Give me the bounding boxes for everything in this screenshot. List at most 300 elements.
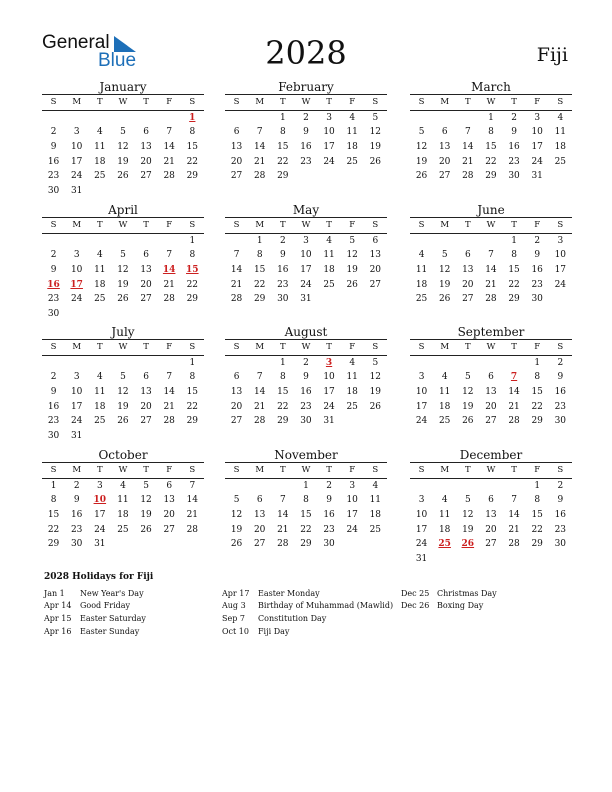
day-cell: 6 [488, 495, 494, 506]
day-cell: 8 [256, 250, 263, 261]
day-cell: 15 [531, 387, 543, 398]
day-cell: 4 [96, 127, 103, 138]
day-cell: 8 [534, 495, 541, 506]
weekday-label: M [255, 342, 265, 353]
day-cell: 8 [189, 372, 196, 383]
day-cell: 21 [163, 279, 175, 290]
day-cell: 27 [230, 171, 243, 182]
month-july [42, 325, 204, 443]
day-cell: 1 [534, 480, 541, 491]
day-cell: 29 [277, 171, 289, 182]
weekday-header [225, 463, 387, 478]
week-row [410, 493, 572, 508]
week-row [410, 385, 572, 400]
month-december [410, 448, 572, 566]
day-cell: 18 [94, 279, 106, 290]
holiday-day: 26 [461, 539, 475, 550]
day-cell: 22 [186, 401, 199, 412]
day-cell: 7 [256, 127, 263, 138]
weekday-label: F [166, 342, 173, 353]
weekday-label: M [440, 220, 450, 231]
week-row [225, 248, 387, 263]
day-cell: 28 [462, 171, 474, 182]
day-cell: 25 [323, 279, 335, 290]
weekday-label: T [96, 220, 103, 231]
day-cell: 13 [369, 250, 382, 261]
day-cell: 25 [94, 171, 106, 182]
day-cell: 16 [47, 156, 60, 167]
month-april [42, 203, 204, 321]
day-cell: 12 [462, 510, 474, 521]
day-cell: 25 [346, 401, 358, 412]
weekday-label: S [372, 342, 379, 353]
day-cell: 11 [346, 372, 358, 383]
day-cell: 10 [531, 127, 543, 138]
weekday-label: T [143, 342, 149, 353]
day-cell: 8 [303, 495, 309, 506]
day-cell: 9 [557, 495, 564, 506]
week-row [42, 307, 204, 322]
day-cell: 6 [143, 250, 149, 261]
day-cell: 22 [186, 279, 199, 290]
day-cell: 5 [120, 250, 126, 261]
weekday-label: S [372, 465, 379, 476]
day-cell: 16 [300, 387, 312, 398]
week-row [42, 385, 204, 400]
weekday-label: M [440, 465, 450, 476]
day-cell: 9 [50, 142, 57, 153]
day-cell: 9 [279, 250, 286, 261]
day-cell: 3 [96, 480, 103, 491]
weekday-label: S [418, 220, 425, 231]
month-november [225, 448, 387, 552]
day-cell: 23 [508, 156, 520, 167]
week-row [410, 537, 572, 552]
weekday-header [42, 463, 204, 478]
month-september [410, 325, 572, 429]
day-cell: 29 [300, 539, 312, 550]
day-cell: 15 [531, 510, 543, 521]
holiday-date: Apr 14 [44, 601, 72, 611]
weekday-label: T [143, 97, 149, 108]
day-cell: 1 [279, 112, 286, 123]
weekday-label: T [96, 342, 103, 353]
day-cell: 14 [163, 142, 175, 153]
day-cell: 20 [140, 156, 152, 167]
holiday-name: Easter Saturday [80, 613, 146, 623]
day-cell: 15 [508, 265, 520, 276]
day-cell: 29 [277, 416, 289, 427]
day-cell: 16 [300, 142, 312, 153]
day-cell: 29 [531, 416, 543, 427]
day-cell: 2 [50, 372, 57, 383]
holiday-item [44, 587, 146, 600]
day-cell: 5 [372, 357, 379, 368]
holiday-item [44, 612, 146, 625]
day-cell: 21 [186, 510, 199, 521]
day-cell: 30 [70, 539, 83, 550]
day-cell: 13 [462, 265, 474, 276]
day-cell: 5 [441, 250, 448, 261]
day-cell: 26 [369, 401, 382, 412]
weekday-label: S [418, 465, 425, 476]
week-row [42, 154, 204, 169]
day-cell: 20 [140, 401, 152, 412]
day-cell: 12 [369, 372, 382, 383]
week-row [410, 522, 572, 537]
week-row [225, 292, 387, 307]
day-cell: 9 [73, 495, 80, 506]
holiday-item [401, 587, 497, 600]
day-cell: 29 [531, 539, 543, 550]
day-cell: 28 [163, 416, 175, 427]
day-cell: 28 [485, 294, 497, 305]
day-cell: 26 [230, 539, 243, 550]
month-name: June [477, 203, 505, 217]
day-cell: 3 [73, 372, 80, 383]
day-cell: 4 [349, 112, 356, 123]
day-cell: 20 [140, 279, 152, 290]
week-row [225, 154, 387, 169]
month-name: November [274, 448, 338, 462]
day-cell: 4 [441, 495, 448, 506]
holiday-date: Apr 15 [44, 613, 72, 623]
day-cell: 13 [140, 142, 152, 153]
weekday-label: T [326, 342, 332, 353]
week-row [42, 277, 204, 292]
month-name: April [108, 203, 138, 217]
day-cell: 31 [415, 553, 428, 564]
weekday-label: T [464, 342, 471, 353]
day-cell: 18 [346, 142, 358, 153]
day-cell: 29 [485, 171, 497, 182]
day-cell: 20 [485, 401, 497, 412]
day-cell: 9 [511, 127, 517, 138]
week-row [225, 356, 387, 371]
week-row [225, 169, 387, 184]
day-cell: 18 [117, 510, 129, 521]
day-cell: 31 [323, 416, 335, 427]
day-cell: 1 [189, 357, 196, 368]
week-row [225, 125, 387, 140]
day-cell: 4 [96, 250, 103, 261]
weekday-header [225, 340, 387, 355]
holidays-title: 2028 Holidays for Fiji [44, 572, 154, 582]
holiday-date: Apr 17 [222, 588, 250, 598]
country-name: Fiji [536, 44, 568, 66]
day-cell: 23 [300, 401, 312, 412]
day-cell: 4 [372, 480, 379, 491]
holiday-column [222, 587, 393, 637]
day-cell: 28 [508, 539, 520, 550]
day-cell: 27 [438, 171, 451, 182]
day-cell: 18 [94, 156, 106, 167]
day-cell: 28 [230, 294, 243, 305]
holiday-item [222, 600, 393, 613]
weekday-label: S [233, 97, 240, 108]
week-row [42, 414, 204, 429]
week-row [410, 370, 572, 385]
day-cell: 13 [230, 387, 243, 398]
day-cell: 24 [531, 156, 543, 167]
day-cell: 1 [511, 235, 517, 246]
day-cell: 31 [94, 539, 106, 550]
weekday-label: T [464, 97, 471, 108]
day-cell: 18 [415, 279, 428, 290]
weekday-label: T [279, 465, 286, 476]
day-cell: 29 [186, 416, 199, 427]
weekday-label: S [418, 342, 425, 353]
day-cell: 23 [47, 171, 60, 182]
day-cell: 8 [189, 250, 196, 261]
day-cell: 9 [303, 127, 309, 138]
day-cell: 16 [47, 401, 60, 412]
day-cell: 16 [70, 510, 83, 521]
day-cell: 30 [508, 171, 520, 182]
day-cell: 2 [73, 480, 80, 491]
holiday-name: Constitution Day [258, 613, 327, 623]
weekday-header [410, 340, 572, 355]
day-cell: 30 [277, 294, 289, 305]
day-cell: 3 [557, 235, 564, 246]
day-cell: 7 [189, 480, 196, 491]
week-row [42, 184, 204, 199]
day-cell: 25 [415, 294, 428, 305]
day-cell: 14 [253, 387, 266, 398]
day-cell: 9 [557, 372, 564, 383]
weekday-label: F [534, 465, 541, 476]
day-cell: 8 [279, 372, 286, 383]
weekday-label: T [326, 220, 332, 231]
day-cell: 17 [323, 387, 335, 398]
day-cell: 6 [233, 127, 240, 138]
holiday-name: Christmas Day [437, 588, 497, 598]
weekday-header [410, 218, 572, 233]
weekday-label: S [557, 342, 564, 353]
day-cell: 6 [143, 372, 149, 383]
day-cell: 13 [140, 387, 152, 398]
week-row [225, 399, 387, 414]
day-cell: 11 [438, 510, 451, 521]
day-cell: 23 [47, 416, 60, 427]
day-cell: 13 [140, 265, 152, 276]
week-row [225, 370, 387, 385]
holiday-date: Dec 26 [401, 601, 430, 611]
day-cell: 27 [485, 539, 497, 550]
day-cell: 30 [554, 416, 567, 427]
day-cell: 7 [256, 372, 263, 383]
day-cell: 11 [94, 265, 106, 276]
week-row [42, 493, 204, 508]
day-cell: 20 [485, 524, 497, 535]
day-cell: 15 [277, 387, 289, 398]
day-cell: 4 [441, 372, 448, 383]
week-row [410, 356, 572, 371]
day-cell: 6 [488, 372, 494, 383]
month-name: May [292, 203, 320, 217]
day-cell: 10 [415, 510, 428, 521]
day-cell: 15 [300, 510, 312, 521]
day-cell: 2 [557, 480, 564, 491]
week-row [410, 479, 572, 494]
day-cell: 11 [323, 250, 335, 261]
week-row [410, 414, 572, 429]
day-cell: 10 [346, 495, 358, 506]
day-cell: 18 [94, 401, 106, 412]
day-cell: 24 [415, 539, 428, 550]
week-row [410, 248, 572, 263]
week-row [410, 508, 572, 523]
holiday-day: 17 [70, 279, 83, 290]
day-cell: 10 [554, 250, 567, 261]
day-cell: 30 [47, 430, 60, 441]
day-cell: 13 [163, 495, 175, 506]
week-row [42, 537, 204, 552]
weekday-label: S [418, 97, 425, 108]
day-cell: 7 [279, 495, 286, 506]
day-cell: 2 [279, 235, 286, 246]
day-cell: 5 [464, 495, 471, 506]
day-cell: 5 [372, 112, 379, 123]
day-cell: 9 [50, 265, 57, 276]
month-february [225, 80, 387, 184]
week-row [410, 263, 572, 278]
week-row [42, 263, 204, 278]
holiday-item [222, 612, 393, 625]
weekday-label: S [557, 465, 564, 476]
holiday-day: 25 [438, 539, 451, 550]
day-cell: 7 [166, 372, 173, 383]
day-cell: 6 [233, 372, 240, 383]
holiday-item [401, 600, 497, 613]
day-cell: 25 [117, 524, 129, 535]
weekday-label: W [486, 220, 496, 231]
weekday-label: T [511, 97, 517, 108]
day-cell: 13 [485, 387, 497, 398]
week-row [225, 140, 387, 155]
week-row [225, 263, 387, 278]
day-cell: 26 [117, 294, 129, 305]
day-cell: 30 [554, 539, 567, 550]
day-cell: 24 [70, 416, 83, 427]
day-cell: 17 [70, 156, 83, 167]
day-cell: 28 [277, 539, 289, 550]
day-cell: 19 [117, 156, 129, 167]
weekday-label: T [511, 465, 517, 476]
day-cell: 21 [230, 279, 243, 290]
weekday-label: W [486, 465, 496, 476]
day-cell: 18 [438, 524, 451, 535]
day-cell: 11 [554, 127, 567, 138]
day-cell: 3 [303, 235, 309, 246]
day-cell: 12 [230, 510, 243, 521]
day-cell: 8 [511, 250, 517, 261]
weekday-label: W [301, 220, 311, 231]
day-cell: 2 [50, 250, 57, 261]
week-row [410, 292, 572, 307]
day-cell: 26 [117, 416, 129, 427]
day-cell: 18 [554, 142, 567, 153]
week-row [410, 125, 572, 140]
day-cell: 21 [253, 156, 266, 167]
holiday-day: 10 [93, 495, 107, 506]
month-august [225, 325, 387, 429]
day-cell: 1 [303, 480, 309, 491]
day-cell: 12 [369, 127, 382, 138]
weekday-header [42, 340, 204, 355]
week-row [410, 234, 572, 249]
week-row [225, 522, 387, 537]
weekday-label: S [372, 220, 379, 231]
week-row [225, 493, 387, 508]
day-cell: 12 [462, 387, 474, 398]
weekday-label: S [189, 97, 196, 108]
day-cell: 12 [438, 265, 451, 276]
weekday-header [42, 95, 204, 110]
day-cell: 13 [253, 510, 266, 521]
day-cell: 28 [186, 524, 199, 535]
day-cell: 6 [372, 235, 379, 246]
day-cell: 20 [462, 279, 474, 290]
day-cell: 24 [323, 156, 335, 167]
week-row [225, 479, 387, 494]
holiday-day: 15 [186, 265, 199, 276]
week-row [42, 234, 204, 249]
day-cell: 17 [531, 142, 543, 153]
day-cell: 23 [70, 524, 83, 535]
day-cell: 1 [50, 480, 57, 491]
day-cell: 19 [117, 401, 129, 412]
day-cell: 11 [415, 265, 428, 276]
weekday-label: T [326, 465, 332, 476]
day-cell: 19 [415, 156, 428, 167]
day-cell: 20 [369, 265, 382, 276]
week-row [42, 169, 204, 184]
holiday-day: 1 [189, 112, 196, 123]
weekday-label: T [143, 465, 149, 476]
day-cell: 17 [323, 142, 335, 153]
day-cell: 17 [415, 524, 428, 535]
day-cell: 13 [485, 510, 497, 521]
weekday-label: S [50, 342, 57, 353]
day-cell: 18 [369, 510, 382, 521]
day-cell: 5 [464, 372, 471, 383]
day-cell: 27 [253, 539, 266, 550]
weekday-label: S [50, 220, 57, 231]
week-row [42, 522, 204, 537]
day-cell: 28 [163, 171, 175, 182]
week-row [42, 125, 204, 140]
holiday-day: 3 [325, 357, 333, 368]
day-cell: 6 [256, 495, 263, 506]
day-cell: 15 [47, 510, 60, 521]
weekday-header [225, 95, 387, 110]
day-cell: 23 [554, 524, 567, 535]
weekday-label: M [255, 465, 265, 476]
day-cell: 30 [323, 539, 335, 550]
day-cell: 27 [140, 171, 152, 182]
day-cell: 7 [166, 250, 173, 261]
day-cell: 29 [508, 294, 520, 305]
weekday-label: S [233, 342, 240, 353]
day-cell: 5 [418, 127, 425, 138]
day-cell: 26 [117, 171, 129, 182]
weekday-label: F [349, 342, 356, 353]
day-cell: 20 [230, 401, 243, 412]
day-cell: 25 [438, 416, 451, 427]
day-cell: 2 [557, 357, 564, 368]
day-cell: 20 [438, 156, 451, 167]
